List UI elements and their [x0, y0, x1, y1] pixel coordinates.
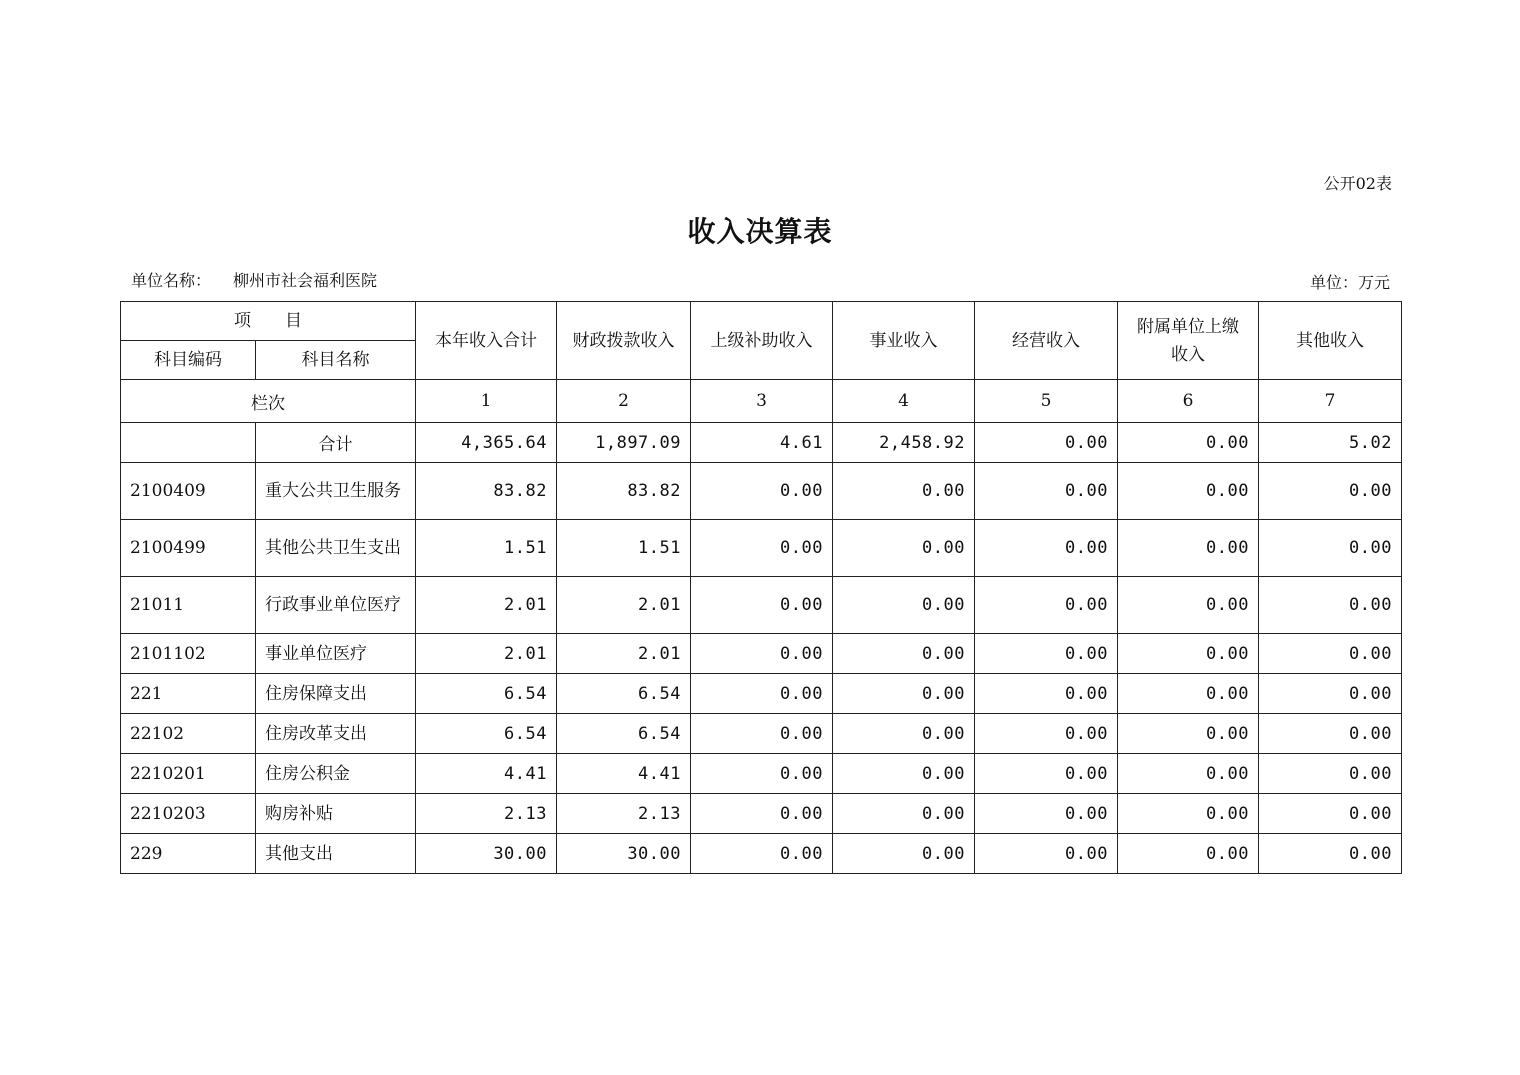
table-row — [121, 577, 1402, 634]
cell-value: 30.00 — [557, 834, 691, 874]
form-number: 公开02表 — [1323, 174, 1392, 193]
subject-code: 2210201 — [121, 754, 256, 794]
cell-value: 0.00 — [833, 463, 975, 520]
unit-name-value: 柳州市社会福利医院 — [233, 271, 378, 290]
subject-code: 2100409 — [121, 463, 256, 520]
cell-value: 0.00 — [1259, 520, 1402, 577]
table-row — [121, 674, 1402, 714]
total-value: 0.00 — [975, 423, 1118, 463]
subject-name: 事业单位医疗 — [256, 634, 416, 674]
total-value: 1,897.09 — [557, 423, 691, 463]
cell-value: 0.00 — [833, 714, 975, 754]
cell-value: 2.01 — [416, 577, 557, 634]
header-col-5: 经营收入 — [975, 302, 1118, 380]
table-row — [121, 794, 1402, 834]
header-col-4: 事业收入 — [833, 302, 975, 380]
cell-value: 0.00 — [1259, 634, 1402, 674]
cell-value: 0.00 — [833, 794, 975, 834]
header-name: 科目名称 — [256, 341, 416, 380]
cell-value: 0.00 — [833, 520, 975, 577]
cell-value: 2.01 — [416, 634, 557, 674]
cell-value: 0.00 — [1259, 463, 1402, 520]
table-row — [121, 714, 1402, 754]
cell-value: 0.00 — [975, 577, 1118, 634]
cell-value: 0.00 — [1259, 674, 1402, 714]
cell-value: 0.00 — [975, 714, 1118, 754]
cell-value: 6.54 — [557, 674, 691, 714]
cell-value: 30.00 — [416, 834, 557, 874]
subject-name: 住房保障支出 — [256, 674, 416, 714]
table-row — [121, 834, 1402, 874]
total-value: 4,365.64 — [416, 423, 557, 463]
row-index-4: 4 — [833, 380, 975, 423]
header-col-3: 上级补助收入 — [691, 302, 833, 380]
subject-code: 2100499 — [121, 520, 256, 577]
row-index-3: 3 — [691, 380, 833, 423]
unit-name-line — [131, 268, 377, 291]
cell-value: 0.00 — [975, 463, 1118, 520]
total-value: 0.00 — [1118, 423, 1259, 463]
subject-name: 住房改革支出 — [256, 714, 416, 754]
cell-value: 0.00 — [691, 674, 833, 714]
subject-name: 其他公共卫生支出 — [256, 520, 416, 577]
income-table — [120, 301, 1402, 874]
cell-value: 4.41 — [416, 754, 557, 794]
cell-value: 0.00 — [833, 834, 975, 874]
cell-value: 0.00 — [975, 754, 1118, 794]
table-row — [121, 754, 1402, 794]
table-row — [121, 463, 1402, 520]
header-item: 项 目 — [121, 302, 416, 341]
header-code: 科目编码 — [121, 341, 256, 380]
unit-name-label: 单位名称： — [131, 271, 212, 290]
subject-name: 住房公积金 — [256, 754, 416, 794]
cell-value: 0.00 — [975, 794, 1118, 834]
row-index-5: 5 — [975, 380, 1118, 423]
cell-value: 0.00 — [1118, 754, 1259, 794]
cell-value: 0.00 — [975, 834, 1118, 874]
cell-value: 0.00 — [975, 674, 1118, 714]
total-value: 5.02 — [1259, 423, 1402, 463]
cell-value: 0.00 — [975, 520, 1118, 577]
row-index-7: 7 — [1259, 380, 1402, 423]
cell-value: 0.00 — [691, 794, 833, 834]
table-row — [121, 634, 1402, 674]
cell-value: 0.00 — [1259, 794, 1402, 834]
cell-value: 0.00 — [1259, 754, 1402, 794]
cell-value: 0.00 — [1118, 794, 1259, 834]
cell-value: 0.00 — [1118, 834, 1259, 874]
row-index-label: 栏次 — [121, 380, 416, 423]
total-code — [121, 423, 256, 463]
cell-value: 0.00 — [691, 520, 833, 577]
subject-code: 22102 — [121, 714, 256, 754]
row-index-1: 1 — [416, 380, 557, 423]
cell-value: 0.00 — [691, 634, 833, 674]
cell-value: 0.00 — [1118, 520, 1259, 577]
subject-code: 21011 — [121, 577, 256, 634]
subject-name: 重大公共卫生服务 — [256, 463, 416, 520]
header-col-7: 其他收入 — [1259, 302, 1402, 380]
cell-value: 2.01 — [557, 634, 691, 674]
header-col-2: 财政拨款收入 — [557, 302, 691, 380]
cell-value: 6.54 — [416, 714, 557, 754]
subject-code: 221 — [121, 674, 256, 714]
cell-value: 0.00 — [691, 577, 833, 634]
cell-value: 2.01 — [557, 577, 691, 634]
subject-code: 2101102 — [121, 634, 256, 674]
row-index-2: 2 — [557, 380, 691, 423]
cell-value: 0.00 — [833, 634, 975, 674]
cell-value: 0.00 — [1259, 577, 1402, 634]
total-label: 合计 — [256, 423, 416, 463]
cell-value: 1.51 — [416, 520, 557, 577]
subject-name: 行政事业单位医疗 — [256, 577, 416, 634]
subject-name: 购房补贴 — [256, 794, 416, 834]
page-title: 收入决算表 — [687, 215, 833, 248]
cell-value: 83.82 — [557, 463, 691, 520]
total-value: 2,458.92 — [833, 423, 975, 463]
cell-value: 0.00 — [975, 634, 1118, 674]
cell-value: 0.00 — [833, 674, 975, 714]
cell-value: 0.00 — [1118, 674, 1259, 714]
cell-value: 0.00 — [833, 577, 975, 634]
row-index-6: 6 — [1118, 380, 1259, 423]
cell-value: 4.41 — [557, 754, 691, 794]
cell-value: 0.00 — [1259, 834, 1402, 874]
subject-code: 229 — [121, 834, 256, 874]
cell-value: 0.00 — [691, 834, 833, 874]
cell-value: 83.82 — [416, 463, 557, 520]
cell-value: 0.00 — [1118, 634, 1259, 674]
cell-value: 6.54 — [557, 714, 691, 754]
cell-value: 1.51 — [557, 520, 691, 577]
unit-label: 单位：万元 — [1309, 273, 1390, 292]
total-value: 4.61 — [691, 423, 833, 463]
header-col-1: 本年收入合计 — [416, 302, 557, 380]
header-col-6: 附属单位上缴收入 — [1118, 302, 1259, 380]
cell-value: 0.00 — [691, 463, 833, 520]
cell-value: 0.00 — [691, 714, 833, 754]
table-row — [121, 520, 1402, 577]
cell-value: 0.00 — [1118, 577, 1259, 634]
subject-code: 2210203 — [121, 794, 256, 834]
cell-value: 6.54 — [416, 674, 557, 714]
subject-name: 其他支出 — [256, 834, 416, 874]
cell-value: 0.00 — [1259, 714, 1402, 754]
cell-value: 0.00 — [1118, 714, 1259, 754]
cell-value: 0.00 — [1118, 463, 1259, 520]
cell-value: 0.00 — [691, 754, 833, 794]
cell-value: 2.13 — [416, 794, 557, 834]
cell-value: 0.00 — [833, 754, 975, 794]
total-row — [121, 423, 1402, 463]
cell-value: 2.13 — [557, 794, 691, 834]
